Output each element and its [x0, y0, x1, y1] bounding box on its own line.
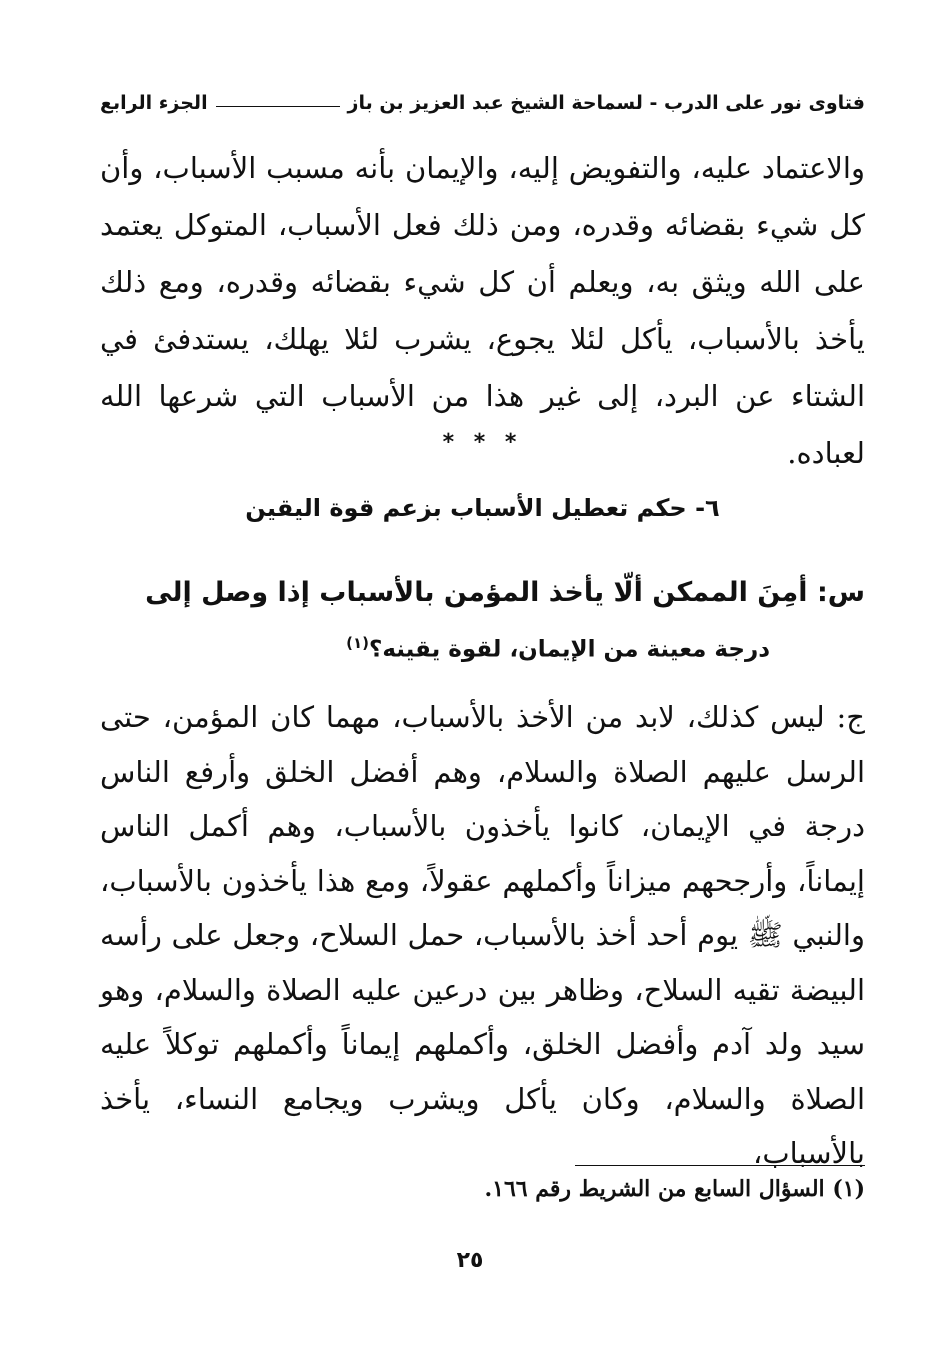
- question-line-1: أمِنَ الممكن ألّا يأخذ المؤمن بالأسباب إذا وصل إلى: [145, 577, 808, 608]
- section-divider: * * *: [442, 430, 523, 455]
- footnote: (١) السؤال السابع من الشريط رقم ١٦٦.: [484, 1176, 865, 1202]
- question-line-2: درجة معينة من الإيمان، لقوة يقينه؟: [368, 636, 770, 663]
- page-number: ٢٥: [456, 1248, 484, 1273]
- footnote-rule: [575, 1165, 865, 1166]
- question-paragraph: [100, 568, 865, 675]
- section-heading: ٦- حكم تعطيل الأسباب بزعم قوة اليقين: [245, 494, 720, 522]
- page-header: [100, 86, 865, 120]
- question-line-2-wrap: [100, 618, 865, 675]
- answer-paragraph: [100, 690, 865, 1181]
- header-rule: [216, 106, 340, 107]
- answer-label: ج:: [836, 700, 865, 734]
- answer-text: ليس كذلك، لابد من الأخذ بالأسباب، مهما كان المؤمن، حتى الرسل عليهم الصلاة والسلام، وهم أفضل الخلق وأرفع الناس درجة في الإيمان، كانوا يأخذون بالأسباب، وهم أكمل الناس إيماناً، وأرجحهم ميزاناً وأكملهم عقولاً، ومع هذا يأخذون بالأسباب، والنبي ﷺ يوم أحد أخذ بالأسباب، حمل السلاح، وجعل على رأسه البيضة تقيه السلاح، وظاهر بين درعين عليه الصلاة والسلام، وهو سيد ولد آدم وأفضل الخلق، وأكملهم إيماناً وأكملهم توكلاً عليه الصلاة والسلام، وكان يأكل ويشرب ويجامع النساء، يأخذ بالأسباب،: [100, 700, 865, 1170]
- running-title: فتاوى نور على الدرب - لسماحة الشيخ عبد العزيز بن باز: [347, 92, 865, 114]
- body-paragraph: والاعتماد عليه، والتفويض إليه، والإيمان بأنه مسبب الأسباب، وأن كل شيء بقضائه وقدره، ومن ذلك فعل الأسباب، المتوكل يعتمد على الله ويثق به، ويعلم أن كل شيء بقضائه وقدره، ومع ذلك يأخذ بالأسباب، يأكل لئلا يجوع، يشرب لئلا يهلك، يستدفئ في الشتاء عن البرد، إلى غير هذا من الأسباب التي شرعها الله لعباده.: [100, 151, 865, 470]
- volume-label: الجزء الرابع: [100, 92, 208, 114]
- footnote-reference[interactable]: (١): [346, 634, 369, 652]
- question-label: س:: [816, 577, 865, 608]
